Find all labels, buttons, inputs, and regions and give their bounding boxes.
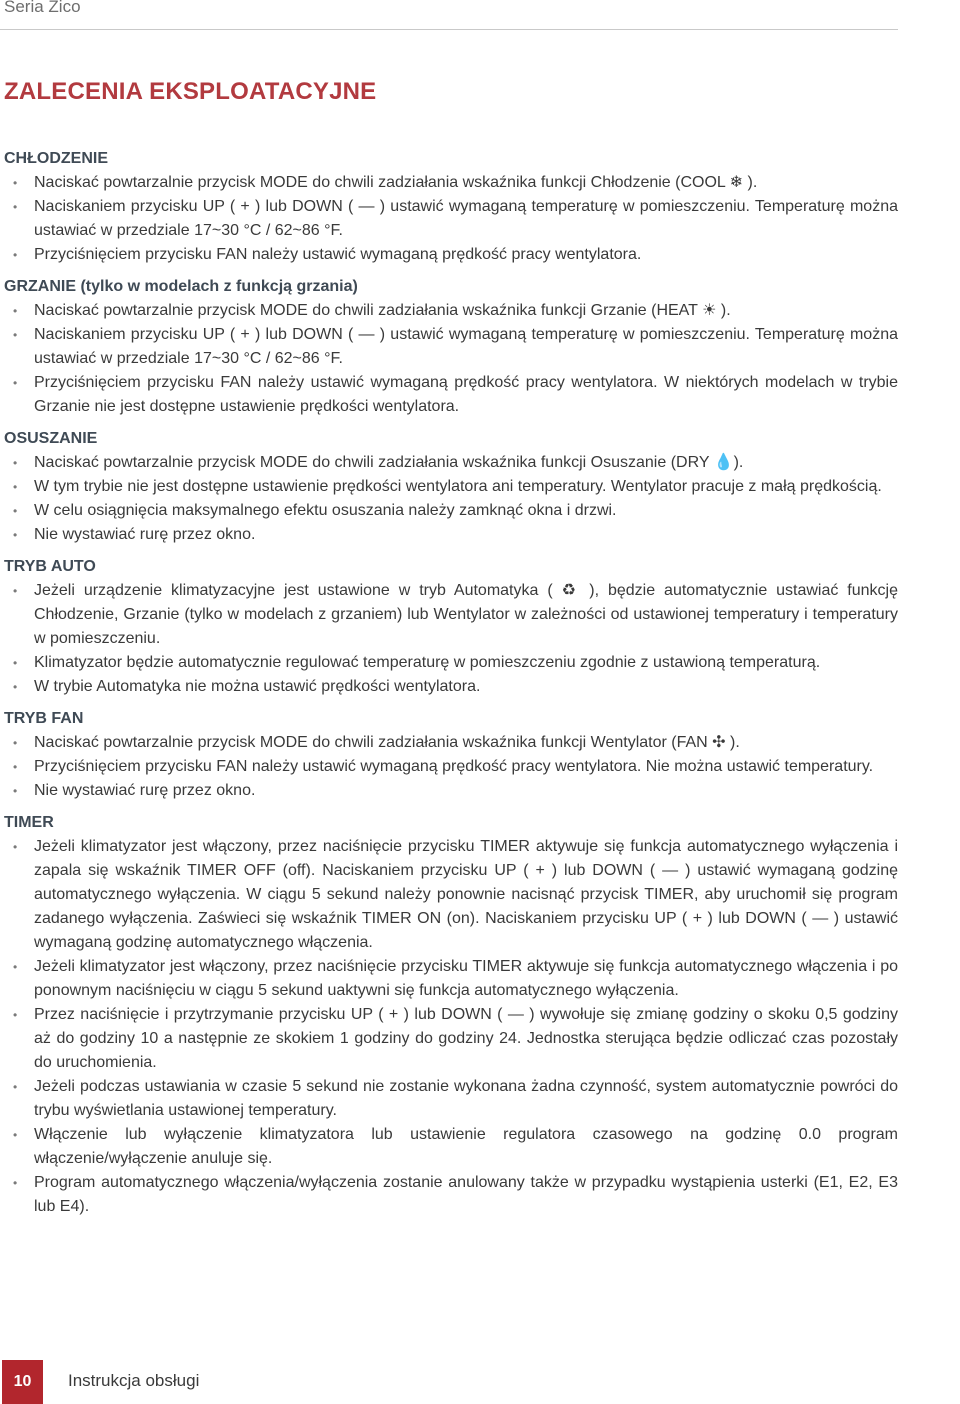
bullet-list — [4, 835, 898, 1219]
list-item: • Naciskaniem przycisku UP ( + ) lub DOWN ( — ) ustawić wymaganą temperaturę w pomieszczeniu. Temperaturę można ustawiać w przedziale 17~30 °C / 62~86 °F. — [4, 195, 898, 243]
section-heading: OSUSZANIE — [4, 430, 98, 447]
footer-title: Instrukcja obsługi — [68, 1371, 200, 1390]
section — [4, 705, 898, 803]
section — [4, 553, 898, 699]
section — [4, 809, 898, 1219]
series-label: Seria Zico — [4, 0, 81, 16]
section-heading: TIMER — [4, 814, 54, 831]
list-item: • Naciskaniem przycisku UP ( + ) lub DOWN ( — ) ustawić wymaganą temperaturę w pomieszczeniu. Temperaturę można ustawiać w przedziale 17~30 °C / 62~86 °F. — [4, 323, 898, 371]
list-item: • W celu osiągnięcia maksymalnego efektu osuszania należy zamknąć okna i drzwi. — [4, 499, 898, 523]
list-item: • Naciskać powtarzalnie przycisk MODE do chwili zadziałania wskaźnika funkcji Osuszanie (DRY 💧). — [4, 451, 898, 475]
page-number: 10 — [2, 1360, 43, 1404]
list-item: • Przyciśnięciem przycisku FAN należy ustawić wymaganą prędkość pracy wentylatora. W niektórych modelach w trybie Grzanie nie jest dostępne ustawienie prędkości wentylatora. — [4, 371, 898, 419]
bullet-list — [4, 731, 898, 803]
bullet-list — [4, 171, 898, 267]
list-item: • Jeżeli klimatyzator jest włączony, przez naciśnięcie przycisku TIMER aktywuje się funkcja automatycznego włączenia i po ponownym naciśnięciu w ciągu 5 sekund uaktywni się funkcja automatycznego wyłączenia. — [4, 955, 898, 1003]
list-item: • Przyciśnięciem przycisku FAN należy ustawić wymaganą prędkość pracy wentylatora. Nie można ustawić temperatury. — [4, 755, 898, 779]
section — [4, 145, 898, 267]
section-heading: GRZANIE (tylko w modelach z funkcją grzania) — [4, 278, 358, 295]
list-item: • Naciskać powtarzalnie przycisk MODE do chwili zadziałania wskaźnika funkcji Wentylator (FAN ✣ ). — [4, 731, 898, 755]
list-item: • Program automatycznego włączenia/wyłączenia zostanie anulowany także w przypadku wystąpienia usterki (E1, E2, E3 lub E4). — [4, 1171, 898, 1219]
section — [4, 273, 898, 419]
list-item: • Jeżeli podczas ustawiania w czasie 5 sekund nie zostanie wykonana żadna czynność, system automatycznie powróci do trybu wyświetlania ustawionej temperatury. — [4, 1075, 898, 1123]
bullet-list — [4, 451, 898, 547]
list-item: • Nie wystawiać rurę przez okno. — [4, 779, 898, 803]
list-item: • Naciskać powtarzalnie przycisk MODE do chwili zadziałania wskaźnika funkcji Chłodzenie (COOL ❄ ). — [4, 171, 898, 195]
section-heading: TRYB AUTO — [4, 558, 96, 575]
list-item: • Przez naciśnięcie i przytrzymanie przycisku UP ( + ) lub DOWN ( — ) wywołuje się zmianę godziny o skoku 0,5 godziny aż do godziny 10 a następnie ze skokiem 1 godziny do godziny 24. Jednostka sterująca będzie odliczać czas pozostały do uruchomienia. — [4, 1003, 898, 1075]
list-item: • Włączenie lub wyłączenie klimatyzatora lub ustawienie regulatora czasowego na godzinę 0.0 program włączenie/wyłączenie anuluje się. — [4, 1123, 898, 1171]
section-heading: TRYB FAN — [4, 710, 84, 727]
document-body — [4, 145, 898, 1225]
list-item: • Naciskać powtarzalnie przycisk MODE do chwili zadziałania wskaźnika funkcji Grzanie (HEAT ☀ ). — [4, 299, 898, 323]
section-heading: CHŁODZENIE — [4, 150, 108, 167]
section — [4, 425, 898, 547]
list-item: • Jeżeli klimatyzator jest włączony, przez naciśnięcie przycisku TIMER aktywuje się funkcja automatycznego wyłączenia i zapala się wskaźnik TIMER OFF (off). Naciskaniem przycisku UP ( + ) lub DOWN ( — ) ustawić wymaganą godzinę automatycznego wyłączenia. W ciągu 5 sekund należy ponownie nacisnąć przycisk TIMER, aby uruchomił się program zadanego wyłączenia. Zaświeci się wskaźnik TIMER ON (on). Naciskaniem przycisku UP ( + ) lub DOWN ( — ) ustawić wymaganą godzinę automatycznego włączenia. — [4, 835, 898, 955]
page-footer — [0, 1360, 960, 1404]
list-item: • W trybie Automatyka nie można ustawić prędkości wentylatora. — [4, 675, 898, 699]
list-item: • Nie wystawiać rurę przez okno. — [4, 523, 898, 547]
page-title: ZALECENIA EKSPLOATACYJNE — [4, 78, 377, 105]
header-divider — [0, 29, 898, 30]
list-item: • Jeżeli urządzenie klimatyzacyjne jest ustawione w tryb Automatyka ( ♻ ), będzie automatycznie ustawiać funkcję Chłodzenie, Grzanie (tylko w modelach z grzaniem) lub Wentylator w zależności od ustawionej temperatury i temperatury w pomieszczeniu. — [4, 579, 898, 651]
list-item: • Klimatyzator będzie automatycznie regulować temperaturę w pomieszczeniu zgodnie z ustawioną temperaturą. — [4, 651, 898, 675]
list-item: • W tym trybie nie jest dostępne ustawienie prędkości wentylatora ani temperatury. Wentylator pracuje z małą prędkością. — [4, 475, 898, 499]
bullet-list — [4, 579, 898, 699]
list-item: • Przyciśnięciem przycisku FAN należy ustawić wymaganą prędkość pracy wentylatora. — [4, 243, 898, 267]
bullet-list — [4, 299, 898, 419]
